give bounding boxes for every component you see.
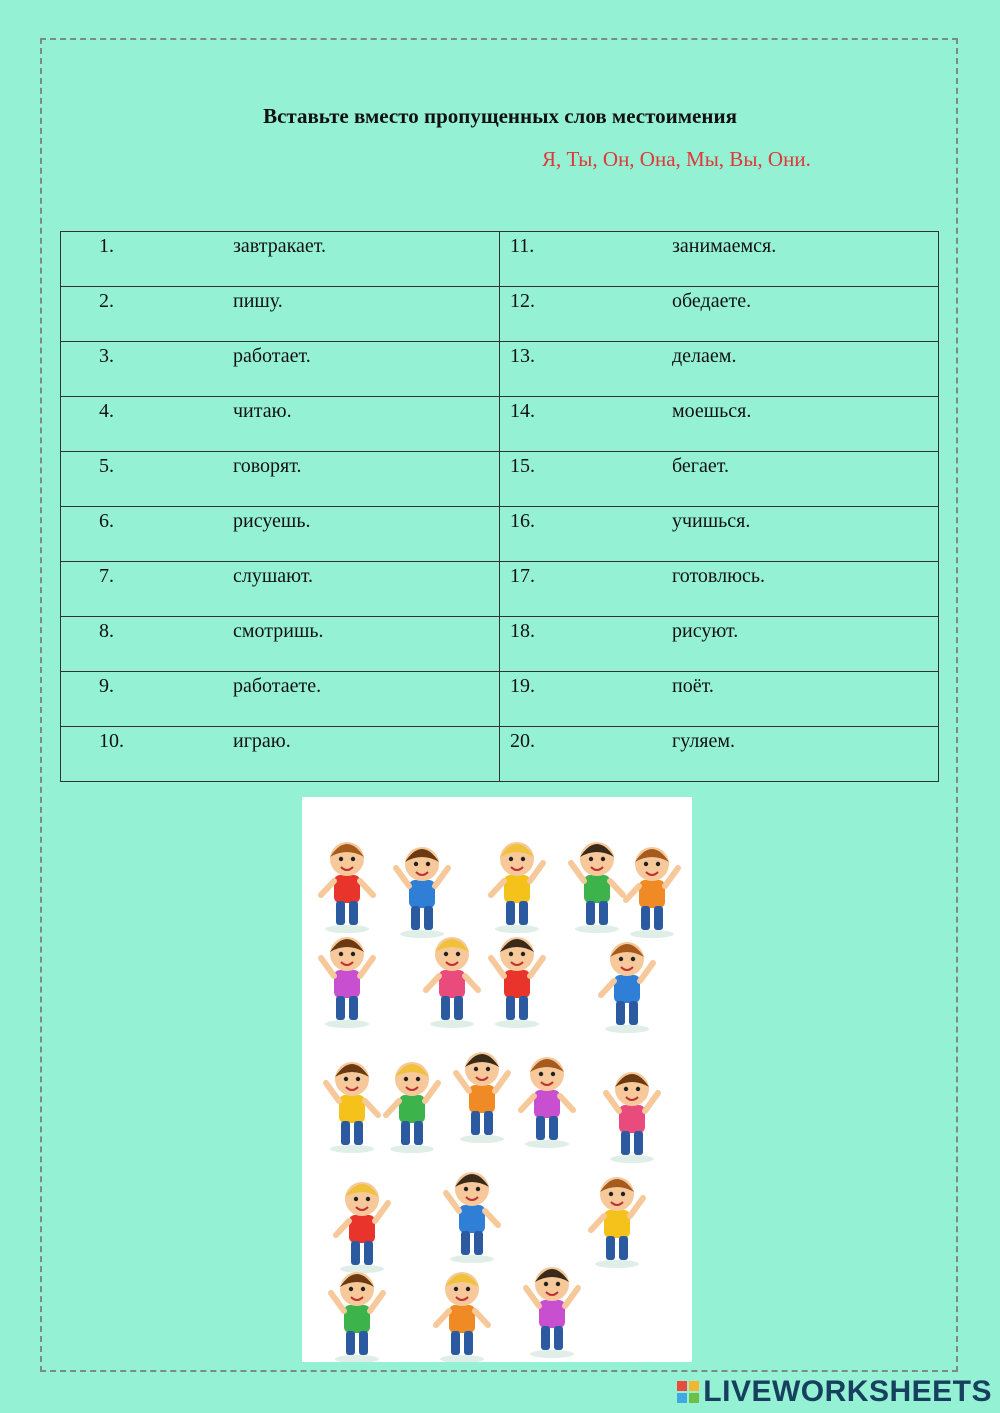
table-row	[61, 342, 939, 397]
table-row	[61, 727, 939, 782]
thumbs-boy-figure	[326, 1062, 378, 1153]
exercise-cell[interactable]	[61, 672, 500, 727]
table-row	[61, 452, 939, 507]
exercise-cell[interactable]	[500, 562, 939, 617]
pronoun-list: Я, Ты, Он, Она, Мы, Вы, Они.	[542, 147, 811, 171]
car-boy-figure	[521, 1057, 573, 1148]
item-verb: готовлюсь.	[672, 565, 766, 587]
cheering-girl-figure	[436, 1272, 488, 1362]
illustration-svg	[302, 797, 692, 1362]
item-verb: делаем.	[672, 345, 737, 367]
table-row	[61, 562, 939, 617]
item-number: 10.	[99, 730, 124, 752]
item-number: 7.	[99, 565, 114, 587]
item-verb: слушают.	[233, 565, 314, 587]
item-verb: занимаемся.	[672, 235, 777, 257]
exercise-cell[interactable]	[500, 287, 939, 342]
children-activities-illustration	[302, 797, 692, 1362]
exercise-cell[interactable]	[61, 562, 500, 617]
item-verb: играю.	[233, 730, 291, 752]
liveworksheets-logo	[677, 1375, 992, 1409]
exercise-cell[interactable]	[61, 727, 500, 782]
table-row	[61, 287, 939, 342]
camel-riders-figure	[491, 937, 543, 1028]
item-verb: пишу.	[233, 290, 283, 312]
item-verb: бегает.	[672, 455, 729, 477]
exercise-table	[60, 231, 939, 782]
exercise-cell[interactable]	[61, 397, 500, 452]
item-number: 14.	[510, 400, 535, 422]
table-row	[61, 672, 939, 727]
item-number: 12.	[510, 290, 535, 312]
sleeping-baby-figure	[591, 1177, 643, 1268]
exercise-cell[interactable]	[61, 232, 500, 287]
item-number: 20.	[510, 730, 535, 752]
item-number: 8.	[99, 620, 114, 642]
item-verb: гуляем.	[672, 730, 736, 752]
waving-boy-figure	[601, 942, 653, 1033]
table-row	[61, 507, 939, 562]
item-verb: моешься.	[672, 400, 752, 422]
item-verb: говорят.	[233, 455, 302, 477]
globe-boy-figure	[426, 937, 478, 1028]
exercise-cell[interactable]	[61, 617, 500, 672]
item-verb: смотришь.	[233, 620, 324, 642]
liveworksheets-wordmark: LIVEWORKSHEETS	[703, 1375, 992, 1408]
fishing-boy-figure	[491, 842, 543, 933]
exercise-cell[interactable]	[500, 397, 939, 452]
dog-walking-boy-figure	[321, 937, 373, 1028]
item-number: 3.	[99, 345, 114, 367]
item-verb: работает.	[233, 345, 311, 367]
exercise-cell[interactable]	[500, 672, 939, 727]
jumping-boy-figure	[321, 842, 373, 933]
exercise-cell[interactable]	[500, 727, 939, 782]
sitting-boy-figure	[571, 842, 623, 933]
item-verb: завтракает.	[233, 235, 326, 257]
exercise-cell[interactable]	[500, 232, 939, 287]
bike-boy-figure	[626, 847, 678, 938]
item-verb: учишься.	[672, 510, 751, 532]
school-bus-figure	[606, 1072, 658, 1163]
item-verb: читаю.	[233, 400, 292, 422]
item-number: 18.	[510, 620, 535, 642]
item-verb: рисуют.	[672, 620, 739, 642]
item-number: 1.	[99, 235, 114, 257]
item-number: 6.	[99, 510, 114, 532]
item-number: 17.	[510, 565, 535, 587]
exercise-cell[interactable]	[500, 617, 939, 672]
exercise-cell[interactable]	[500, 507, 939, 562]
item-number: 5.	[99, 455, 114, 477]
jumping-girl-figure	[456, 1052, 508, 1143]
item-number: 16.	[510, 510, 535, 532]
table-row	[61, 617, 939, 672]
worksheet-title: Вставьте вместо пропущенных слов местоимения	[263, 104, 737, 128]
item-number: 2.	[99, 290, 114, 312]
exercise-cell[interactable]	[500, 452, 939, 507]
item-number: 15.	[510, 455, 535, 477]
horse-rider-figure	[331, 1272, 383, 1362]
magnifier-boy-figure	[386, 1062, 438, 1153]
eating-boy-figure	[336, 1182, 388, 1273]
item-number: 11.	[510, 235, 535, 257]
item-verb: рисуешь.	[233, 510, 311, 532]
item-number: 19.	[510, 675, 535, 697]
table-row	[61, 397, 939, 452]
exercise-cell[interactable]	[500, 342, 939, 397]
studying-kids-figure	[446, 1172, 498, 1263]
item-number: 9.	[99, 675, 114, 697]
exercise-cell[interactable]	[61, 452, 500, 507]
item-verb: поёт.	[672, 675, 714, 697]
exercise-cell[interactable]	[61, 287, 500, 342]
liveworksheets-icon	[677, 1381, 699, 1403]
item-number: 13.	[510, 345, 535, 367]
item-verb: обедаете.	[672, 290, 752, 312]
item-verb: работаете.	[233, 675, 322, 697]
exercise-cell[interactable]	[61, 342, 500, 397]
skateboard-boy-figure	[396, 847, 448, 938]
item-number: 4.	[99, 400, 114, 422]
table-row	[61, 232, 939, 287]
exercise-cell[interactable]	[61, 507, 500, 562]
slide-kids-figure	[526, 1267, 578, 1358]
